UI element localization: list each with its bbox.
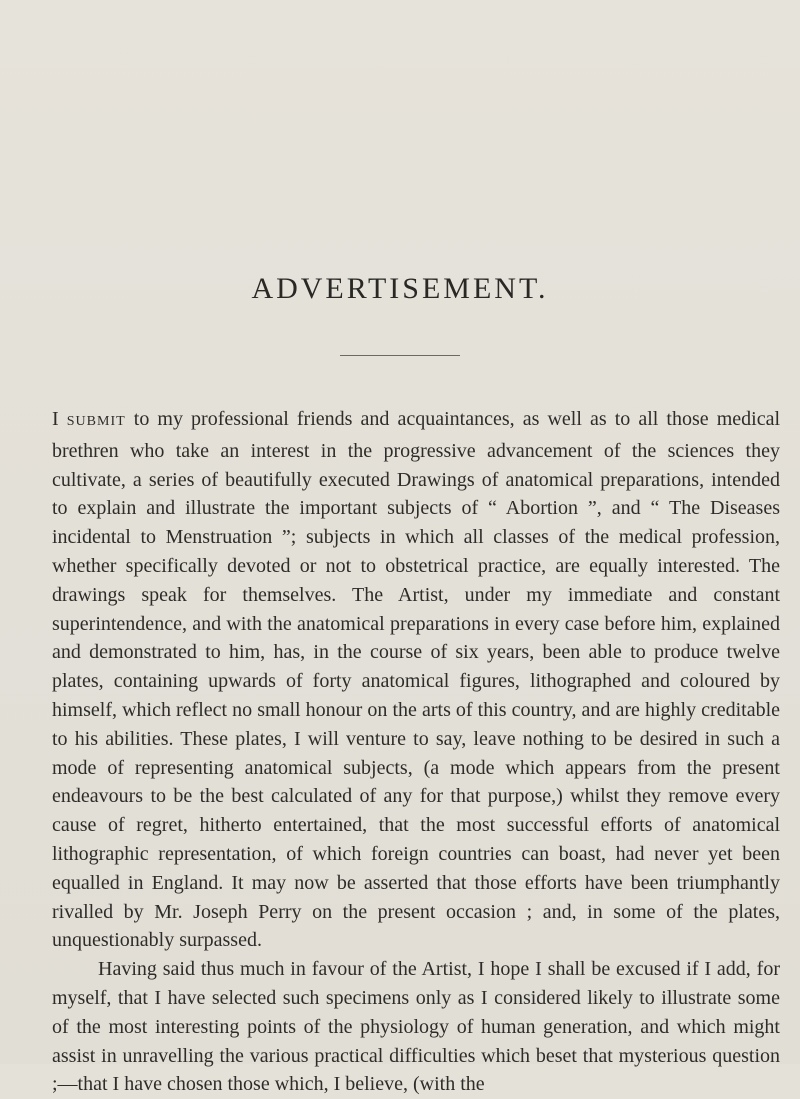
heading-rule (340, 355, 460, 356)
body-text (52, 405, 780, 1099)
page-heading: ADVERTISEMENT. (251, 272, 549, 305)
paragraph-1 (52, 405, 780, 955)
paragraph-1-smallcaps: SUBMIT (66, 414, 126, 429)
paragraph-1-lead: I (52, 408, 59, 430)
paragraph-1-body: to my professional friends and acquaintances, as well as to all those medical brethren who take an interest in the progressive advancement of the sciences they cultivate, a series of beautifully executed Drawings of anatomical preparations, intended to explain and illustrate the important subjects of “ Abortion ”, and “ The Diseases incidental to Menstruation ”; subjects in which all classes of the medical profession, whether specifically devoted or not to obstetrical practice, are equally interested. The drawings speak for themselves. The Artist, under my immediate and constant superintendence, and with the anatomical preparations in every case before him, explained and demonstrated to him, has, in the course of six years, been able to produce twelve plates, containing upwards of forty anatomical figures, lithographed and coloured by himself, which reflect no small honour on the arts of this country, and are highly creditable to his abilities. These plates, I will venture to say, leave nothing to be desired in such a mode of representing anatomical subjects, (a mode which appears from the present endeavours to be the best calculated of any for that purpose,) whilst they remove every cause of regret, hitherto entertained, that the most successful efforts of anatomical lithographic representation, of which foreign countries can boast, had never yet been equalled in England. It may now be asserted that those efforts have been triumphantly rivalled by Mr. Joseph Perry on the present occasion ; and, in some of the plates, unquestionably surpassed. (52, 408, 781, 952)
paragraph-2: Having said thus much in favour of the Artist, I hope I shall be excused if I add, for myself, that I have selected such specimens only as I considered likely to illustrate some of the most interesting points of the physiology of human generation, and which might assist in unravelling the various practical difficulties which beset that mysterious question ;—that I have chosen those which, I believe, (with the (52, 958, 780, 1096)
